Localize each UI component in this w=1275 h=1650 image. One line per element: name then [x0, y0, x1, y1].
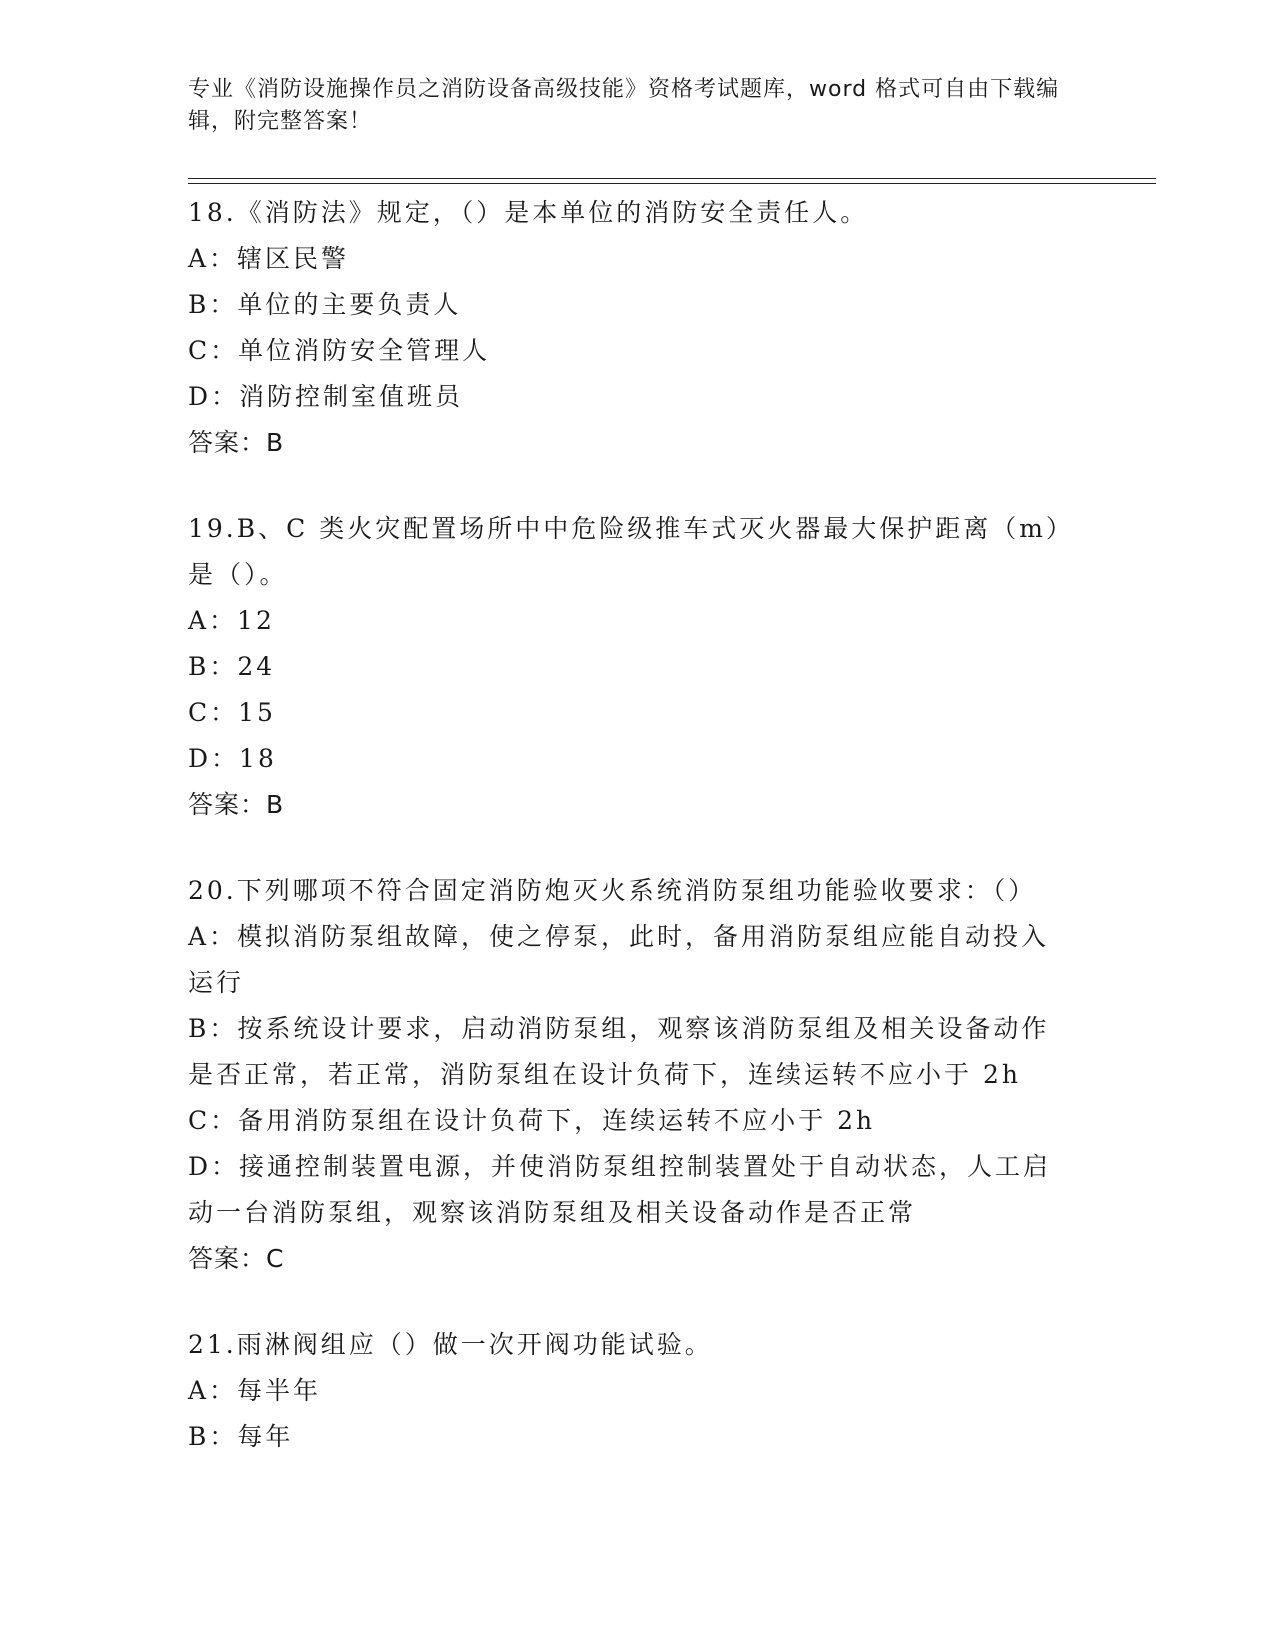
option-c: C：15	[188, 698, 276, 727]
answer-line: 答案：B	[188, 790, 285, 819]
question-stem: 18.《消防法》规定，（）是本单位的消防安全责任人。	[188, 198, 869, 227]
option-b: B：24	[188, 652, 276, 681]
question-18	[188, 190, 1068, 466]
document-header: 专业《消防设施操作员之消防设备高级技能》资格考试题库，word 格式可自由下载编辑，附完整答案！	[188, 77, 1060, 134]
option-c: C：备用消防泵组在设计负荷下，连续运转不应小于 2h	[188, 1106, 876, 1135]
question-list	[188, 190, 1068, 1500]
option-a: A：每半年	[188, 1376, 322, 1405]
question-20	[188, 868, 1068, 1282]
option-b: B：单位的主要负责人	[188, 290, 462, 319]
header-rule-bottom	[188, 183, 1156, 184]
question-21	[188, 1322, 1068, 1460]
option-a: A：12	[188, 606, 275, 635]
answer-line: 答案：C	[188, 1244, 285, 1273]
question-19	[188, 506, 1068, 828]
option-c: C：单位消防安全管理人	[188, 336, 491, 365]
option-a: A：模拟消防泵组故障，使之停泵，此时，备用消防泵组应能自动投入运行	[188, 922, 1050, 997]
option-d: D：消防控制室值班员	[188, 382, 464, 411]
question-stem: 19.B、C 类火灾配置场所中中危险级推车式灭火器最大保护距离（m）是（）。	[188, 514, 1062, 589]
option-d: D：接通控制装置电源，并使消防泵组控制装置处于自动状态，人工启动一台消防泵组，观察该消防泵组及相关设备动作是否正常	[188, 1152, 1052, 1227]
option-b: B：按系统设计要求，启动消防泵组，观察该消防泵组及相关设备动作是否正常，若正常，消防泵组在设计负荷下，连续运转不应小于 2h	[188, 1014, 1050, 1089]
question-stem: 20.下列哪项不符合固定消防炮灭火系统消防泵组功能验收要求：（）	[188, 876, 1037, 905]
header-rule-top	[188, 178, 1156, 179]
question-stem: 21.雨淋阀组应（）做一次开阀功能试验。	[188, 1330, 713, 1359]
option-d: D：18	[188, 744, 277, 773]
option-a: A：辖区民警	[188, 244, 350, 273]
answer-line: 答案：B	[188, 428, 285, 457]
option-b: B：每年	[188, 1422, 294, 1451]
